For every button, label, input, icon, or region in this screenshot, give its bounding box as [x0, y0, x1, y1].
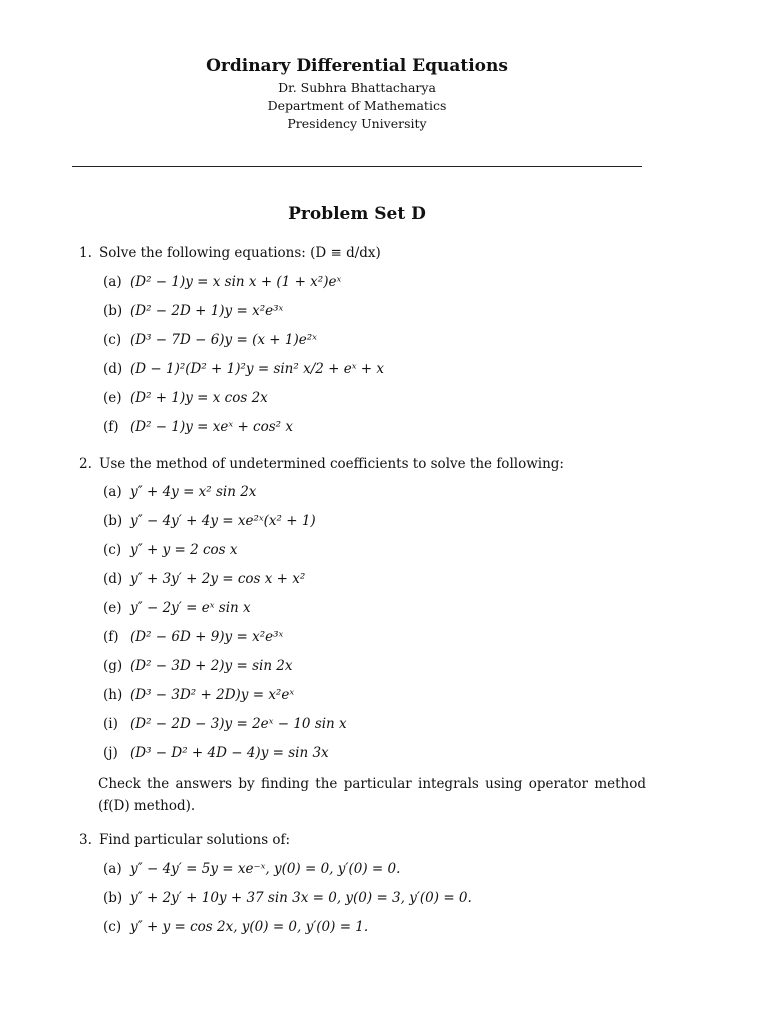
item-label: (c): [103, 919, 122, 935]
equation: y″ + 2y′ + 10y + 37 sin 3x = 0, y(0) = 3, y′(0) = 0.: [130, 890, 472, 906]
item-label: (a): [103, 484, 122, 500]
equation: y″ − 4y′ + 4y = xe²ˣ(x² + 1): [130, 513, 316, 529]
list-item: [103, 332, 317, 348]
equation: (D² − 2D − 3)y = 2eˣ − 10 sin x: [130, 716, 347, 732]
list-item: [103, 687, 294, 703]
equation: y″ + 4y = x² sin 2x: [130, 484, 257, 500]
item-label: (c): [103, 542, 122, 558]
equation: (D² − 6D + 9)y = x²e³ˣ: [130, 629, 284, 645]
item-label: (f): [103, 419, 119, 435]
list-item: [103, 861, 400, 877]
list-item: [103, 542, 238, 558]
equation: (D² − 3D + 2)y = sin 2x: [130, 658, 293, 674]
list-item: [103, 390, 268, 406]
equation: y″ + 3y′ + 2y = cos x + x²: [130, 571, 306, 587]
item-label: (h): [103, 687, 123, 703]
item-label: (e): [103, 390, 122, 406]
equation: (D² − 1)y = x sin x + (1 + x²)eˣ: [130, 274, 342, 290]
item-label: (g): [103, 658, 123, 674]
list-item: [103, 303, 283, 319]
list-item: [103, 890, 472, 906]
item-label: (j): [103, 745, 118, 761]
equation: y″ − 4y′ = 5y = xe⁻ˣ, y(0) = 0, y′(0) = 0.: [130, 861, 401, 877]
list-item: [103, 513, 316, 529]
item-label: (c): [103, 332, 122, 348]
question-number: 2.: [79, 456, 92, 472]
item-label: (i): [103, 716, 118, 732]
list-item: [103, 571, 305, 587]
list-item: [103, 745, 329, 761]
list-item: [103, 484, 256, 500]
equation: (D − 1)²(D² + 1)²y = sin² x/2 + eˣ + x: [130, 361, 385, 377]
question-number: 3.: [79, 832, 92, 848]
problem-set-title: Problem Set D: [288, 204, 426, 224]
question-1: [79, 245, 381, 261]
item-label: (e): [103, 600, 122, 616]
list-item: [103, 658, 293, 674]
equation: (D² − 2D + 1)y = x²e³ˣ: [130, 303, 284, 319]
author-name: Dr. Subhra Bhattacharya: [278, 80, 436, 95]
list-item: [103, 361, 384, 377]
question-text: Solve the following equations: (D ≡ d/dx): [99, 245, 381, 261]
question-text: Use the method of undetermined coefficients to solve the following:: [99, 456, 564, 472]
item-label: (b): [103, 890, 123, 906]
question-text: Find particular solutions of:: [99, 832, 291, 848]
item-label: (d): [103, 571, 123, 587]
list-item: [103, 629, 283, 645]
equation: (D² + 1)y = x cos 2x: [130, 390, 268, 406]
item-label: (a): [103, 274, 122, 290]
list-item: [103, 919, 368, 935]
horizontal-divider: [72, 166, 642, 167]
question-note: Check the answers by finding the particular integrals using operator method (f(D) method).: [98, 776, 646, 814]
item-label: (a): [103, 861, 122, 877]
department-name: Department of Mathematics: [267, 98, 447, 113]
equation: y″ − 2y′ = eˣ sin x: [130, 600, 251, 616]
list-item: [103, 419, 293, 435]
list-item: [103, 600, 251, 616]
question-3: [79, 832, 290, 848]
equation: (D³ − 3D² + 2D)y = x²eˣ: [130, 687, 295, 703]
item-label: (d): [103, 361, 123, 377]
question-number: 1.: [79, 245, 92, 261]
list-item: [103, 274, 341, 290]
equation: (D³ − 7D − 6)y = (x + 1)e²ˣ: [130, 332, 317, 348]
equation: y″ + y = cos 2x, y(0) = 0, y′(0) = 1.: [130, 919, 369, 935]
item-label: (f): [103, 629, 119, 645]
item-label: (b): [103, 303, 123, 319]
list-item: [103, 716, 347, 732]
document-title: Ordinary Differential Equations: [206, 56, 508, 76]
equation: (D³ − D² + 4D − 4)y = sin 3x: [130, 745, 329, 761]
equation: y″ + y = 2 cos x: [130, 542, 238, 558]
question-2: [79, 456, 564, 472]
item-label: (b): [103, 513, 123, 529]
university-name: Presidency University: [287, 116, 427, 131]
equation: (D² − 1)y = xeˣ + cos² x: [130, 419, 293, 435]
